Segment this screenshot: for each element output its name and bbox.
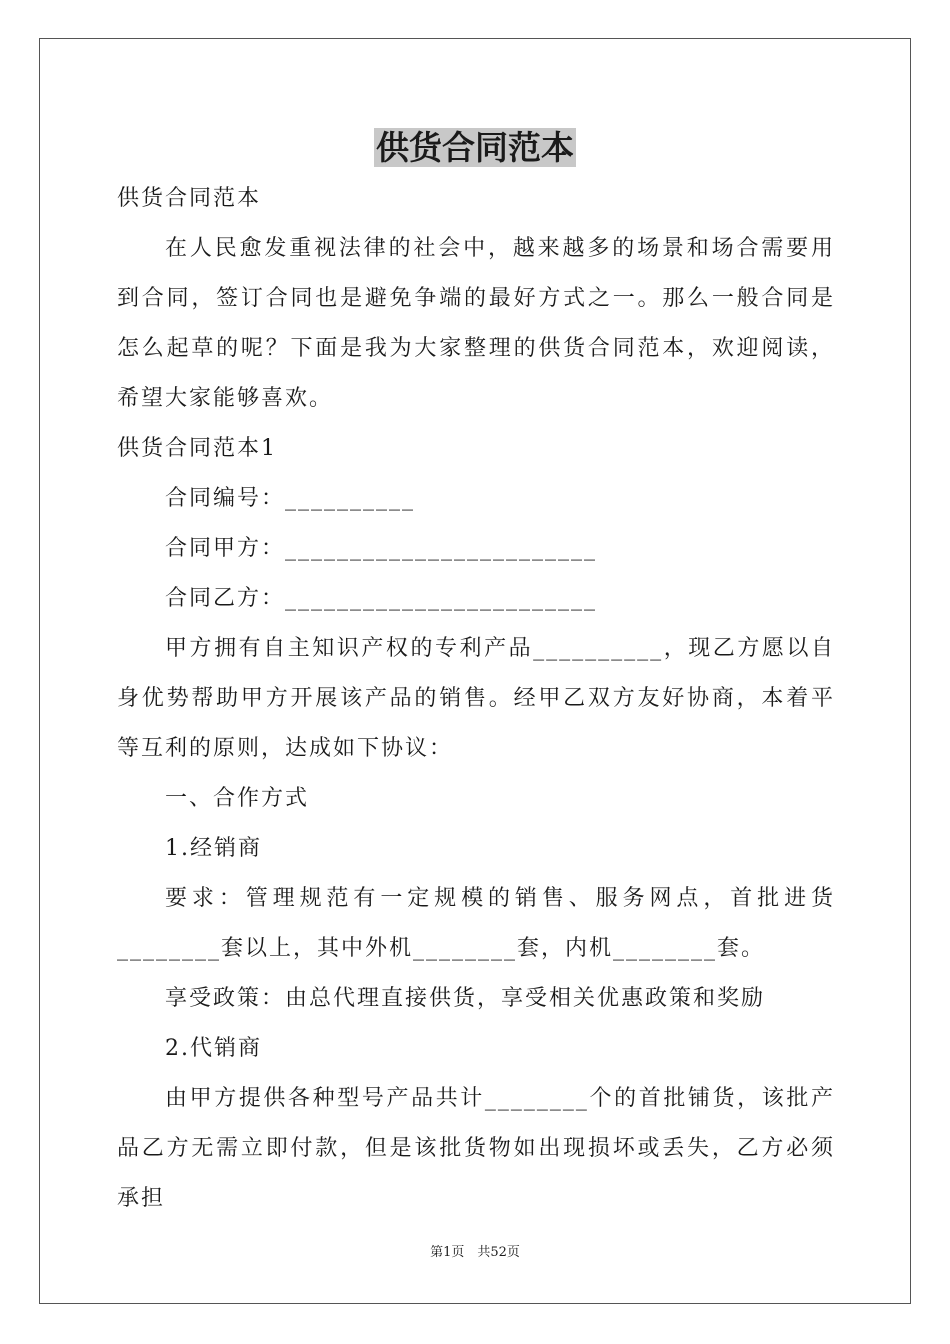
paragraph: 甲方拥有自主知识产权的专利产品__________，现乙方愿以自身优势帮助甲方开展该产品的销售。经甲乙双方友好协商，本着平等互利的原则，达成如下协议： bbox=[117, 636, 835, 761]
document-body bbox=[117, 174, 835, 1224]
document-title bbox=[0, 124, 950, 172]
subsection-heading: 1.经销商 bbox=[165, 836, 262, 861]
paragraph: 供货合同范本1 bbox=[117, 436, 277, 461]
paragraph: 供货合同范本 bbox=[117, 186, 262, 211]
paragraph: 享受政策：由总代理直接供货，享受相关优惠政策和奖励 bbox=[165, 986, 766, 1011]
paragraph: 在人民愈发重视法律的社会中，越来越多的场景和场合需要用到合同，签订合同也是避免争端的最好方式之一。那么一般合同是怎么起草的呢？下面是我为大家整理的供货合同范本，欢迎阅读，希望大家能够喜欢。 bbox=[117, 236, 835, 411]
paragraph: 合同甲方：________________________ bbox=[165, 536, 598, 561]
document-title-text: 供货合同范本 bbox=[376, 128, 574, 167]
subsection-heading: 2.代销商 bbox=[165, 1036, 262, 1061]
paragraph: 要求：管理规范有一定规模的销售、服务网点，首批进货________套以上，其中外机________套，内机________套。 bbox=[117, 886, 835, 961]
paragraph: 合同乙方：________________________ bbox=[165, 586, 598, 611]
paragraph: 合同编号：__________ bbox=[165, 486, 416, 511]
section-heading: 一、合作方式 bbox=[165, 786, 310, 811]
paragraph: 由甲方提供各种型号产品共计________个的首批铺货，该批产品乙方无需立即付款，但是该批货物如出现损坏或丢失，乙方必须承担 bbox=[117, 1086, 835, 1211]
page-footer bbox=[0, 1244, 950, 1262]
page-number: 第1页 共52页 bbox=[430, 1245, 520, 1260]
